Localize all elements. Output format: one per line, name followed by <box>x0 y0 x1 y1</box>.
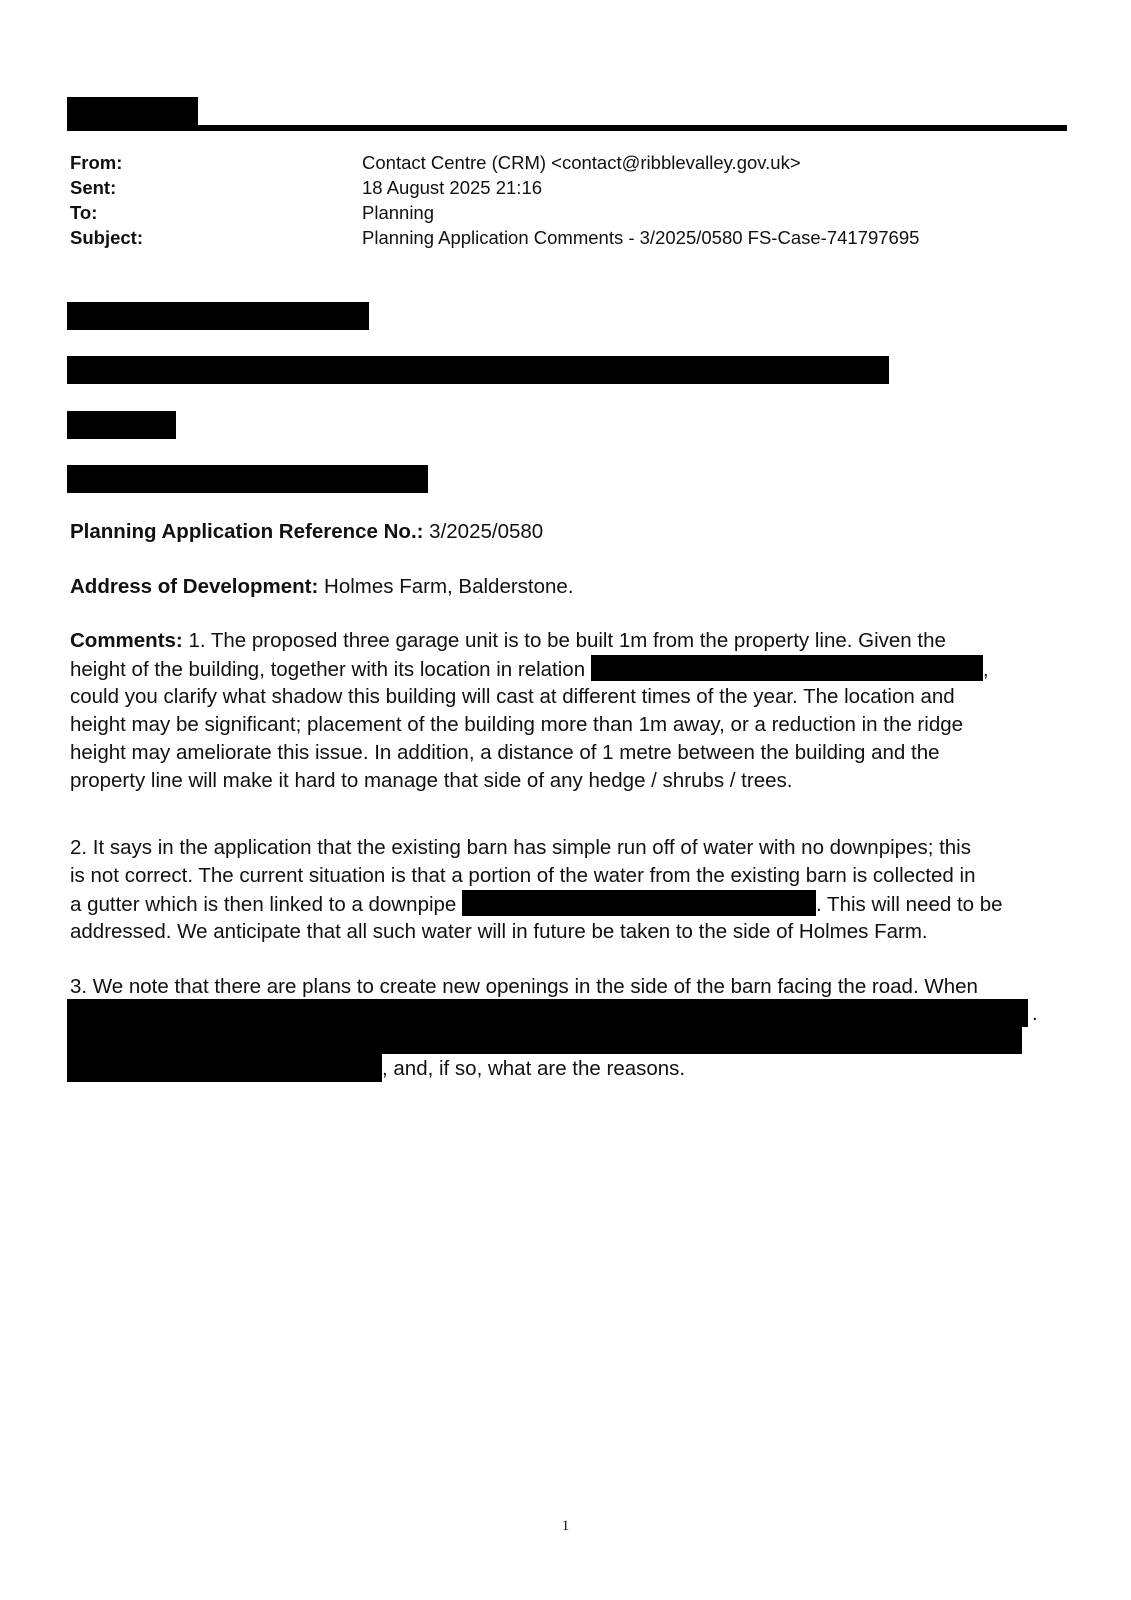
redacted-inline-2 <box>462 890 816 916</box>
subject-value: Planning Application Comments - 3/2025/0580 FS-Case-741797695 <box>362 227 920 248</box>
reference-line <box>70 518 1070 546</box>
to-label: To: <box>70 202 98 223</box>
address-value: Holmes Farm, Balderstone. <box>318 575 574 598</box>
comment-1-line-6: property line will make it hard to manage that side of any hedge / shrubs / trees. <box>70 769 793 792</box>
comment-3-line-4-end: , and, if so, what are the reasons. <box>382 1057 686 1080</box>
comment-1-line-4: height may be significant; placement of the building more than 1m away, or a reduction in the ridge <box>70 713 964 736</box>
comment-paragraph-1 <box>70 627 1070 795</box>
comment-2-line-2: is not correct. The current situation is that a portion of the water from the existing barn is collected in <box>70 864 976 887</box>
page-number: 1 <box>561 1518 570 1534</box>
comment-3-line-2-end: . <box>1032 1002 1038 1025</box>
subject-label: Subject: <box>70 227 143 248</box>
reference-value: 3/2025/0580 <box>423 520 544 543</box>
comment-2-line-1: 2. It says in the application that the existing barn has simple run off of water with no downpipes; this <box>70 836 971 859</box>
comment-1-line-1: 1. The proposed three garage unit is to be built 1m from the property line. Given the <box>182 629 946 652</box>
redacted-line-2 <box>67 356 889 384</box>
from-value: Contact Centre (CRM) <contact@ribblevalley.gov.uk> <box>362 152 801 173</box>
comment-3-line-1: 3. We note that there are plans to create new openings in the side of the barn facing the road. When <box>70 975 978 998</box>
redacted-inline-5 <box>67 1054 382 1082</box>
reference-label: Planning Application Reference No.: <box>70 520 424 543</box>
redacted-line-4 <box>67 465 428 493</box>
comment-1-line-2b: , <box>982 658 989 681</box>
sent-label: Sent: <box>70 177 117 198</box>
address-label: Address of Development: <box>70 575 319 598</box>
redacted-inline-4 <box>67 1026 1022 1054</box>
from-label: From: <box>70 152 123 173</box>
comment-2-line-3a: a gutter which is then linked to a downpipe <box>70 893 463 916</box>
redacted-line-1 <box>67 302 369 330</box>
comment-paragraph-3 <box>70 973 1070 1001</box>
comment-1-line-3: could you clarify what shadow this building will cast at different times of the year. The location and <box>70 685 955 708</box>
redacted-inline-3 <box>67 999 1028 1027</box>
to-value: Planning <box>362 202 435 223</box>
comments-label: Comments: <box>70 629 183 652</box>
comment-2-line-3b: . This will need to be <box>816 893 1003 916</box>
comment-paragraph-2 <box>70 834 1070 946</box>
comment-2-line-4: addressed. We anticipate that all such water will in future be taken to the side of Holmes Farm. <box>70 920 928 943</box>
comment-1-line-2a: height of the building, together with its location in relation <box>70 658 591 681</box>
header-rule <box>67 125 1067 131</box>
redacted-inline-1 <box>591 655 983 681</box>
comment-1-line-5: height may ameliorate this issue. In addition, a distance of 1 metre between the building and the <box>70 741 940 764</box>
address-line <box>70 573 1070 601</box>
sent-value: 18 August 2025 21:16 <box>362 177 543 198</box>
redacted-header-block <box>67 97 198 127</box>
redacted-line-3 <box>67 411 176 439</box>
